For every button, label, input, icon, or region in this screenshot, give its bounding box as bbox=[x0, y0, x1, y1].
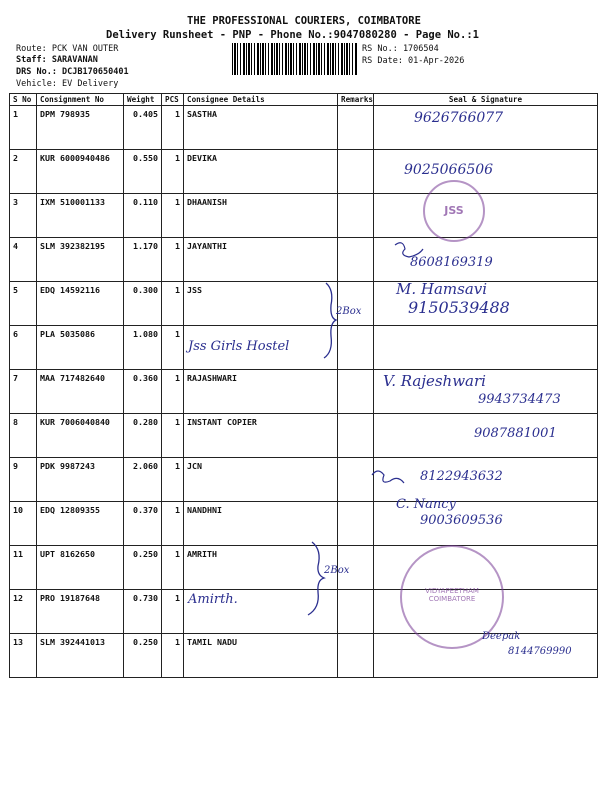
col-consignee: Consignee Details bbox=[184, 94, 338, 106]
seal-stamp-1: JSS bbox=[423, 180, 485, 242]
row-sno: 6 bbox=[10, 326, 37, 370]
row-consignee: RAJASHWARI bbox=[184, 370, 338, 414]
remark-box-1: 2Box bbox=[336, 306, 362, 317]
sig-1-phone: 9626766077 bbox=[414, 110, 504, 126]
row-consignment-no: IXM 510001133 bbox=[37, 194, 124, 238]
runsheet-subtitle: Delivery Runsheet - PNP - Phone No.:9047080280 - Page No.:1 bbox=[106, 29, 479, 41]
col-seal-signature: Seal & Signature bbox=[374, 94, 598, 106]
row-consignment-no: SLM 392382195 bbox=[37, 238, 124, 282]
row-consignee: DEVIKA bbox=[184, 150, 338, 194]
bracket-1 bbox=[324, 283, 336, 358]
row-consignee: JAYANTHI bbox=[184, 238, 338, 282]
row-consignment-no: MAA 717482640 bbox=[37, 370, 124, 414]
company-title: THE PROFESSIONAL COURIERS, COIMBATORE bbox=[187, 15, 421, 27]
row-sno: 2 bbox=[10, 150, 37, 194]
row-pcs: 1 bbox=[162, 502, 184, 546]
row-weight: 0.370 bbox=[124, 502, 162, 546]
sig-5-phone: 9150539488 bbox=[408, 298, 510, 317]
row-consignee: JCN bbox=[184, 458, 338, 502]
row-consignee: DHAANISH bbox=[184, 194, 338, 238]
signature-scribble-9 bbox=[372, 471, 404, 483]
sig-4-phone: 8608169319 bbox=[410, 255, 493, 270]
row-sno: 9 bbox=[10, 458, 37, 502]
col-consignment: Consignment No bbox=[37, 94, 124, 106]
consignee-note-12: Amirth. bbox=[188, 592, 238, 607]
row-sno: 8 bbox=[10, 414, 37, 458]
row-pcs: 1 bbox=[162, 458, 184, 502]
row-pcs: 1 bbox=[162, 282, 184, 326]
remark-box-2: 2Box bbox=[324, 565, 350, 576]
row-weight: 2.060 bbox=[124, 458, 162, 502]
row-pcs: 1 bbox=[162, 414, 184, 458]
row-consignment-no: KUR 6000940486 bbox=[37, 150, 124, 194]
consignee-note-6: Jss Girls Hostel bbox=[188, 339, 290, 354]
staff-label: Staff: SARAVANAN bbox=[16, 55, 98, 65]
row-consignment-no: PDK 9987243 bbox=[37, 458, 124, 502]
sig-7-name: V. Rajeshwari bbox=[383, 372, 486, 390]
col-remarks: Remarks bbox=[338, 94, 374, 106]
row-pcs: 1 bbox=[162, 370, 184, 414]
row-sno: 11 bbox=[10, 546, 37, 590]
row-consignee: TAMIL NADU bbox=[184, 634, 338, 678]
sig-10-name: C. Nancy bbox=[396, 497, 456, 512]
sig-8-phone: 9087881001 bbox=[474, 426, 557, 441]
rs-date: RS Date: 01-Apr-2026 bbox=[362, 56, 465, 66]
row-weight: 0.280 bbox=[124, 414, 162, 458]
sig-7-phone: 9943734473 bbox=[478, 392, 561, 407]
seal-stamp-2: VIDYAPEETHAM COIMBATORE bbox=[400, 545, 504, 649]
row-consignment-no: KUR 7006040840 bbox=[37, 414, 124, 458]
row-weight: 0.550 bbox=[124, 150, 162, 194]
row-weight: 0.110 bbox=[124, 194, 162, 238]
row-consignment-no: EDQ 12809355 bbox=[37, 502, 124, 546]
sig-9-phone: 8122943632 bbox=[420, 469, 503, 484]
row-consignment-no: UPT 8162650 bbox=[37, 546, 124, 590]
col-weight: Weight bbox=[124, 94, 162, 106]
row-consignee: NANDHNI bbox=[184, 502, 338, 546]
col-pcs: PCS bbox=[162, 94, 184, 106]
bracket-2 bbox=[308, 542, 324, 615]
sig-5-name: M. Hamsavi bbox=[396, 280, 488, 298]
row-pcs: 1 bbox=[162, 194, 184, 238]
row-consignee: JSS bbox=[184, 282, 338, 326]
col-sno: S No bbox=[10, 94, 37, 106]
row-pcs: 1 bbox=[162, 326, 184, 370]
sig-2-phone: 9025066506 bbox=[404, 162, 494, 178]
route-label: Route: PCK VAN OUTER bbox=[16, 44, 119, 54]
row-weight: 1.080 bbox=[124, 326, 162, 370]
sig-10-phone: 9003609536 bbox=[420, 513, 503, 528]
row-pcs: 1 bbox=[162, 238, 184, 282]
row-consignment-no: PLA 5035086 bbox=[37, 326, 124, 370]
row-sno: 13 bbox=[10, 634, 37, 678]
row-weight: 0.250 bbox=[124, 634, 162, 678]
row-sno: 4 bbox=[10, 238, 37, 282]
row-pcs: 1 bbox=[162, 546, 184, 590]
row-sno: 5 bbox=[10, 282, 37, 326]
sig-13-phone: 8144769990 bbox=[508, 646, 572, 657]
row-weight: 0.405 bbox=[124, 106, 162, 150]
row-sno: 3 bbox=[10, 194, 37, 238]
drs-label: DRS No.: DCJB170650401 bbox=[16, 67, 129, 77]
row-sno: 10 bbox=[10, 502, 37, 546]
row-weight: 0.360 bbox=[124, 370, 162, 414]
row-consignment-no: SLM 392441013 bbox=[37, 634, 124, 678]
row-pcs: 1 bbox=[162, 150, 184, 194]
row-sno: 1 bbox=[10, 106, 37, 150]
row-consignee: AMRITH bbox=[184, 546, 338, 590]
row-pcs: 1 bbox=[162, 590, 184, 634]
row-consignment-no: EDQ 14592116 bbox=[37, 282, 124, 326]
row-weight: 1.170 bbox=[124, 238, 162, 282]
row-consignment-no: PRO 19187648 bbox=[37, 590, 124, 634]
row-sno: 12 bbox=[10, 590, 37, 634]
row-weight: 0.300 bbox=[124, 282, 162, 326]
row-sno: 7 bbox=[10, 370, 37, 414]
row-consignment-no: DPM 798935 bbox=[37, 106, 124, 150]
row-pcs: 1 bbox=[162, 634, 184, 678]
sig-13-name: Deepak bbox=[482, 631, 521, 642]
row-pcs: 1 bbox=[162, 106, 184, 150]
row-weight: 0.250 bbox=[124, 546, 162, 590]
rs-number: RS No.: 1706504 bbox=[362, 44, 439, 54]
row-consignee: INSTANT COPIER bbox=[184, 414, 338, 458]
vehicle-label: Vehicle: EV Delivery bbox=[16, 79, 119, 89]
row-weight: 0.730 bbox=[124, 590, 162, 634]
row-consignee: SASTHA bbox=[184, 106, 338, 150]
